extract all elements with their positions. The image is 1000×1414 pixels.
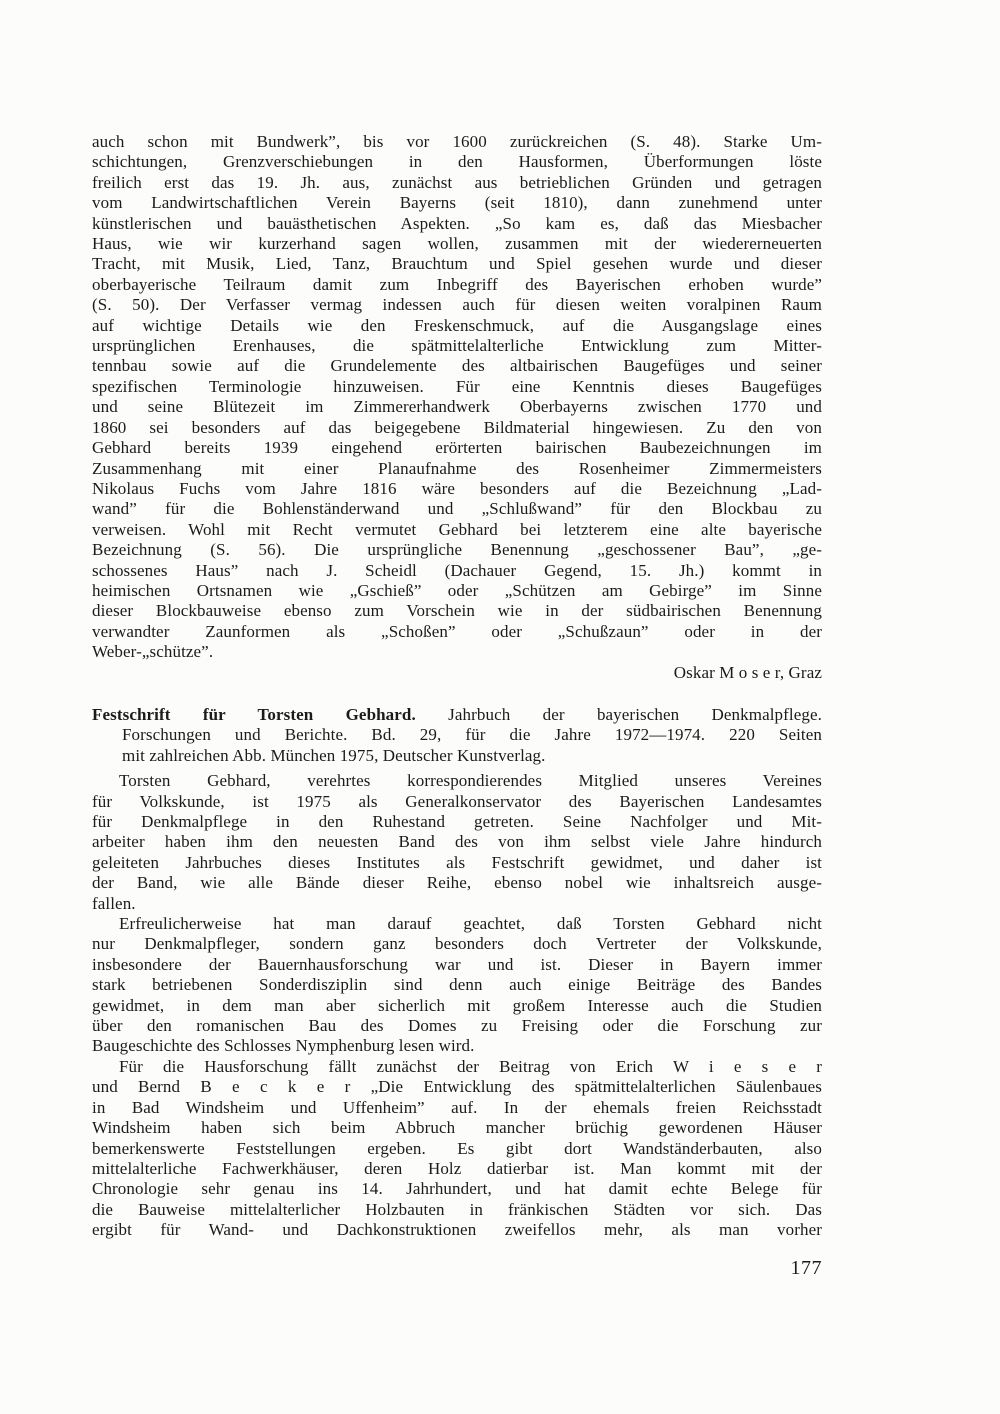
text-line: und Bernd B e c k e r „Die Entwicklung des spätmittelalterlichen Säulenbaues [92, 1077, 822, 1097]
text-line: spezifischen Terminologie hinzuweisen. Für eine Kenntnis dieses Baugefüges [92, 376, 822, 396]
text-line: 1860 sei besonders auf das beigegebene Bildmaterial hingewiesen. Zu den von [92, 417, 822, 437]
text-line: schichtungen, Grenzverschiebungen in den Hausformen, Überformungen löste [92, 152, 822, 172]
text-line: Für die Hausforschung fällt zunächst der Beitrag von Erich W i e s e r [119, 1056, 822, 1076]
text-line: Erfreulicherweise hat man darauf geachtet, daß Torsten Gebhard nicht [119, 914, 822, 934]
text-line: insbesondere der Bauernhausforschung war und ist. Dieser in Bayern immer [92, 954, 822, 974]
text-line: Torsten Gebhard, verehrtes korrespondierendes Mitglied unseres Vereines [119, 771, 822, 791]
text-line: in Bad Windsheim und Uffenheim” auf. In der ehemals freien Reichsstadt [92, 1097, 822, 1117]
review-paragraph-1 [92, 771, 822, 914]
text-block [92, 132, 822, 1241]
text-line: mittelalterliche Fachwerkhäuser, deren Holz datierbar ist. Man kommt mit der [92, 1158, 822, 1178]
festschrift-title: Festschrift für Torsten Gebhard. [92, 704, 416, 724]
text-line: Nikolaus Fuchs vom Jahre 1816 wäre besonders auf die Bezeichnung „Lad- [92, 478, 822, 498]
text-line: Tracht, mit Musik, Lied, Tanz, Brauchtum und Spiel gesehen wurde und dieser [92, 254, 822, 274]
text-line: geleiteten Jahrbuches dieses Institutes als Festschrift gewidmet, und daher ist [92, 852, 822, 872]
text-line: Bezeichnung (S. 56). Die ursprüngliche Benennung „geschossener Bau”, „ge- [92, 540, 822, 560]
text-line: tennbau sowie auf die Grundelemente des altbairischen Baugefüges und seiner [92, 356, 822, 376]
text-line: verwandter Zaunformen als „Schoßen” oder „Schußzaun” oder in der [92, 621, 822, 641]
text-line: nur Denkmalpfleger, sondern ganz besonders doch Vertreter der Volkskunde, [92, 934, 822, 954]
text-line: ergibt für Wand- und Dachkonstruktionen zweifellos mehr, als man vorher [92, 1220, 822, 1240]
text-line: oberbayerische Teilraum damit zum Inbegriff des Bayerischen erhoben wurde” [92, 274, 822, 294]
text-line: fallen. [92, 893, 136, 913]
text-line: Gebhard bereits 1939 eingehend erörterten bairischen Baubezeichnungen im [92, 438, 822, 458]
festschrift-bibliographic-heading [92, 705, 822, 766]
text-line: mit zahlreichen Abb. München 1975, Deutscher Kunstverlag. [122, 745, 546, 765]
text-line: wand” für die Bohlenständerwand und „Schlußwand” für den Blockbau zu [92, 499, 822, 519]
text-line: auf wichtige Details wie den Freskenschmuck, auf die Ausgangslage eines [92, 315, 822, 335]
text-line: bemerkenswerte Feststellungen ergeben. Es gibt dort Wandständerbauten, also [92, 1138, 822, 1158]
text-line [92, 705, 822, 725]
text-line: schossenes Haus” nach J. Scheidl (Dachauer Gegend, 15. Jh.) kommt in [92, 560, 822, 580]
page-number: 177 [790, 1257, 822, 1279]
text-line: stark betriebenen Sonderdisziplin sind denn auch einige Beiträge des Bandes [92, 975, 822, 995]
text-line: für Denkmalpflege in den Ruhestand getreten. Seine Nachfolger und Mit- [92, 812, 822, 831]
text-line: freilich erst das 19. Jh. aus, zunächst aus betrieblichen Gründen und getragen [92, 172, 822, 192]
review-paragraph-3 [92, 1057, 822, 1241]
text-line: Weber-„schütze”. [92, 642, 214, 662]
text-line: für Volkskunde, ist 1975 als Generalkonservator des Bayerischen Landesamtes [92, 791, 822, 811]
text-line: künstlerischen und bauästhetischen Aspekten. „So kam es, daß das Miesbacher [92, 213, 822, 233]
review-paragraph-2 [92, 914, 822, 1057]
text-line: Windsheim haben sich beim Abbruch mancher brüchig gewordenen Häuser [92, 1118, 822, 1138]
text-line: und seine Blütezeit im Zimmererhandwerk Oberbayerns zwischen 1770 und [92, 397, 822, 417]
text-line: heimischen Ortsnamen wie „Gschieß” oder „Schützen am Gebirge” im Sinne [92, 580, 822, 600]
review-conclusion-paragraph [92, 132, 822, 663]
text-line: (S. 50). Der Verfasser vermag indessen auch für diesen weiten voralpinen Raum [92, 295, 822, 315]
text-line: die Bauweise mittelalterlicher Holzbauten in fränkischen Städten vor sich. Das [92, 1199, 822, 1219]
text-line: vom Landwirtschaftlichen Verein Bayerns (seit 1810), dann zunehmend unter [92, 193, 822, 213]
text-line: Chronologie sehr genau ins 14. Jahrhundert, und hat damit echte Belege für [92, 1179, 822, 1199]
text-line: Baugeschichte des Schlosses Nymphenburg lesen wird. [92, 1036, 475, 1056]
text-line: Zusammenhang mit einer Planaufnahme des Rosenheimer Zimmermeisters [92, 458, 822, 478]
festschrift-subtitle: Jahrbuch der bayerischen Denkmalpflege. [448, 704, 822, 724]
text-line: der Band, wie alle Bände dieser Reihe, ebenso nobel wie inhaltsreich ausge- [92, 873, 822, 893]
text-line: arbeiter haben ihm den neuesten Band des von ihm selbst viele Jahre hindurch [92, 832, 822, 852]
text-line: verweisen. Wohl mit Recht vermutet Gebhard bei letzterem eine alte bayerische [92, 519, 822, 539]
reviewer-signature: Oskar M o s e r, Graz [673, 662, 822, 682]
text-line: Haus, wie wir kurzerhand sagen wollen, zusammen mit der wiedererneuerten [92, 234, 822, 254]
text-line: Forschungen und Berichte. Bd. 29, für die Jahre 1972—1974. 220 Seiten [122, 725, 822, 745]
text-line: gewidmet, in dem man aber sicherlich mit großem Interesse auch die Studien [92, 995, 822, 1015]
text-line: über den romanischen Bau des Domes zu Freising oder die Forschung zur [92, 1016, 822, 1036]
text-line: auch schon mit Bundwerk”, bis vor 1600 zurückreichen (S. 48). Starke Um- [92, 132, 822, 151]
text-line: dieser Blockbauweise ebenso zum Vorschein wie in der südbairischen Benennung [92, 601, 822, 621]
text-line: ursprünglichen Erenhauses, die spätmittelalterliche Entwicklung zum Mitter- [92, 336, 822, 356]
